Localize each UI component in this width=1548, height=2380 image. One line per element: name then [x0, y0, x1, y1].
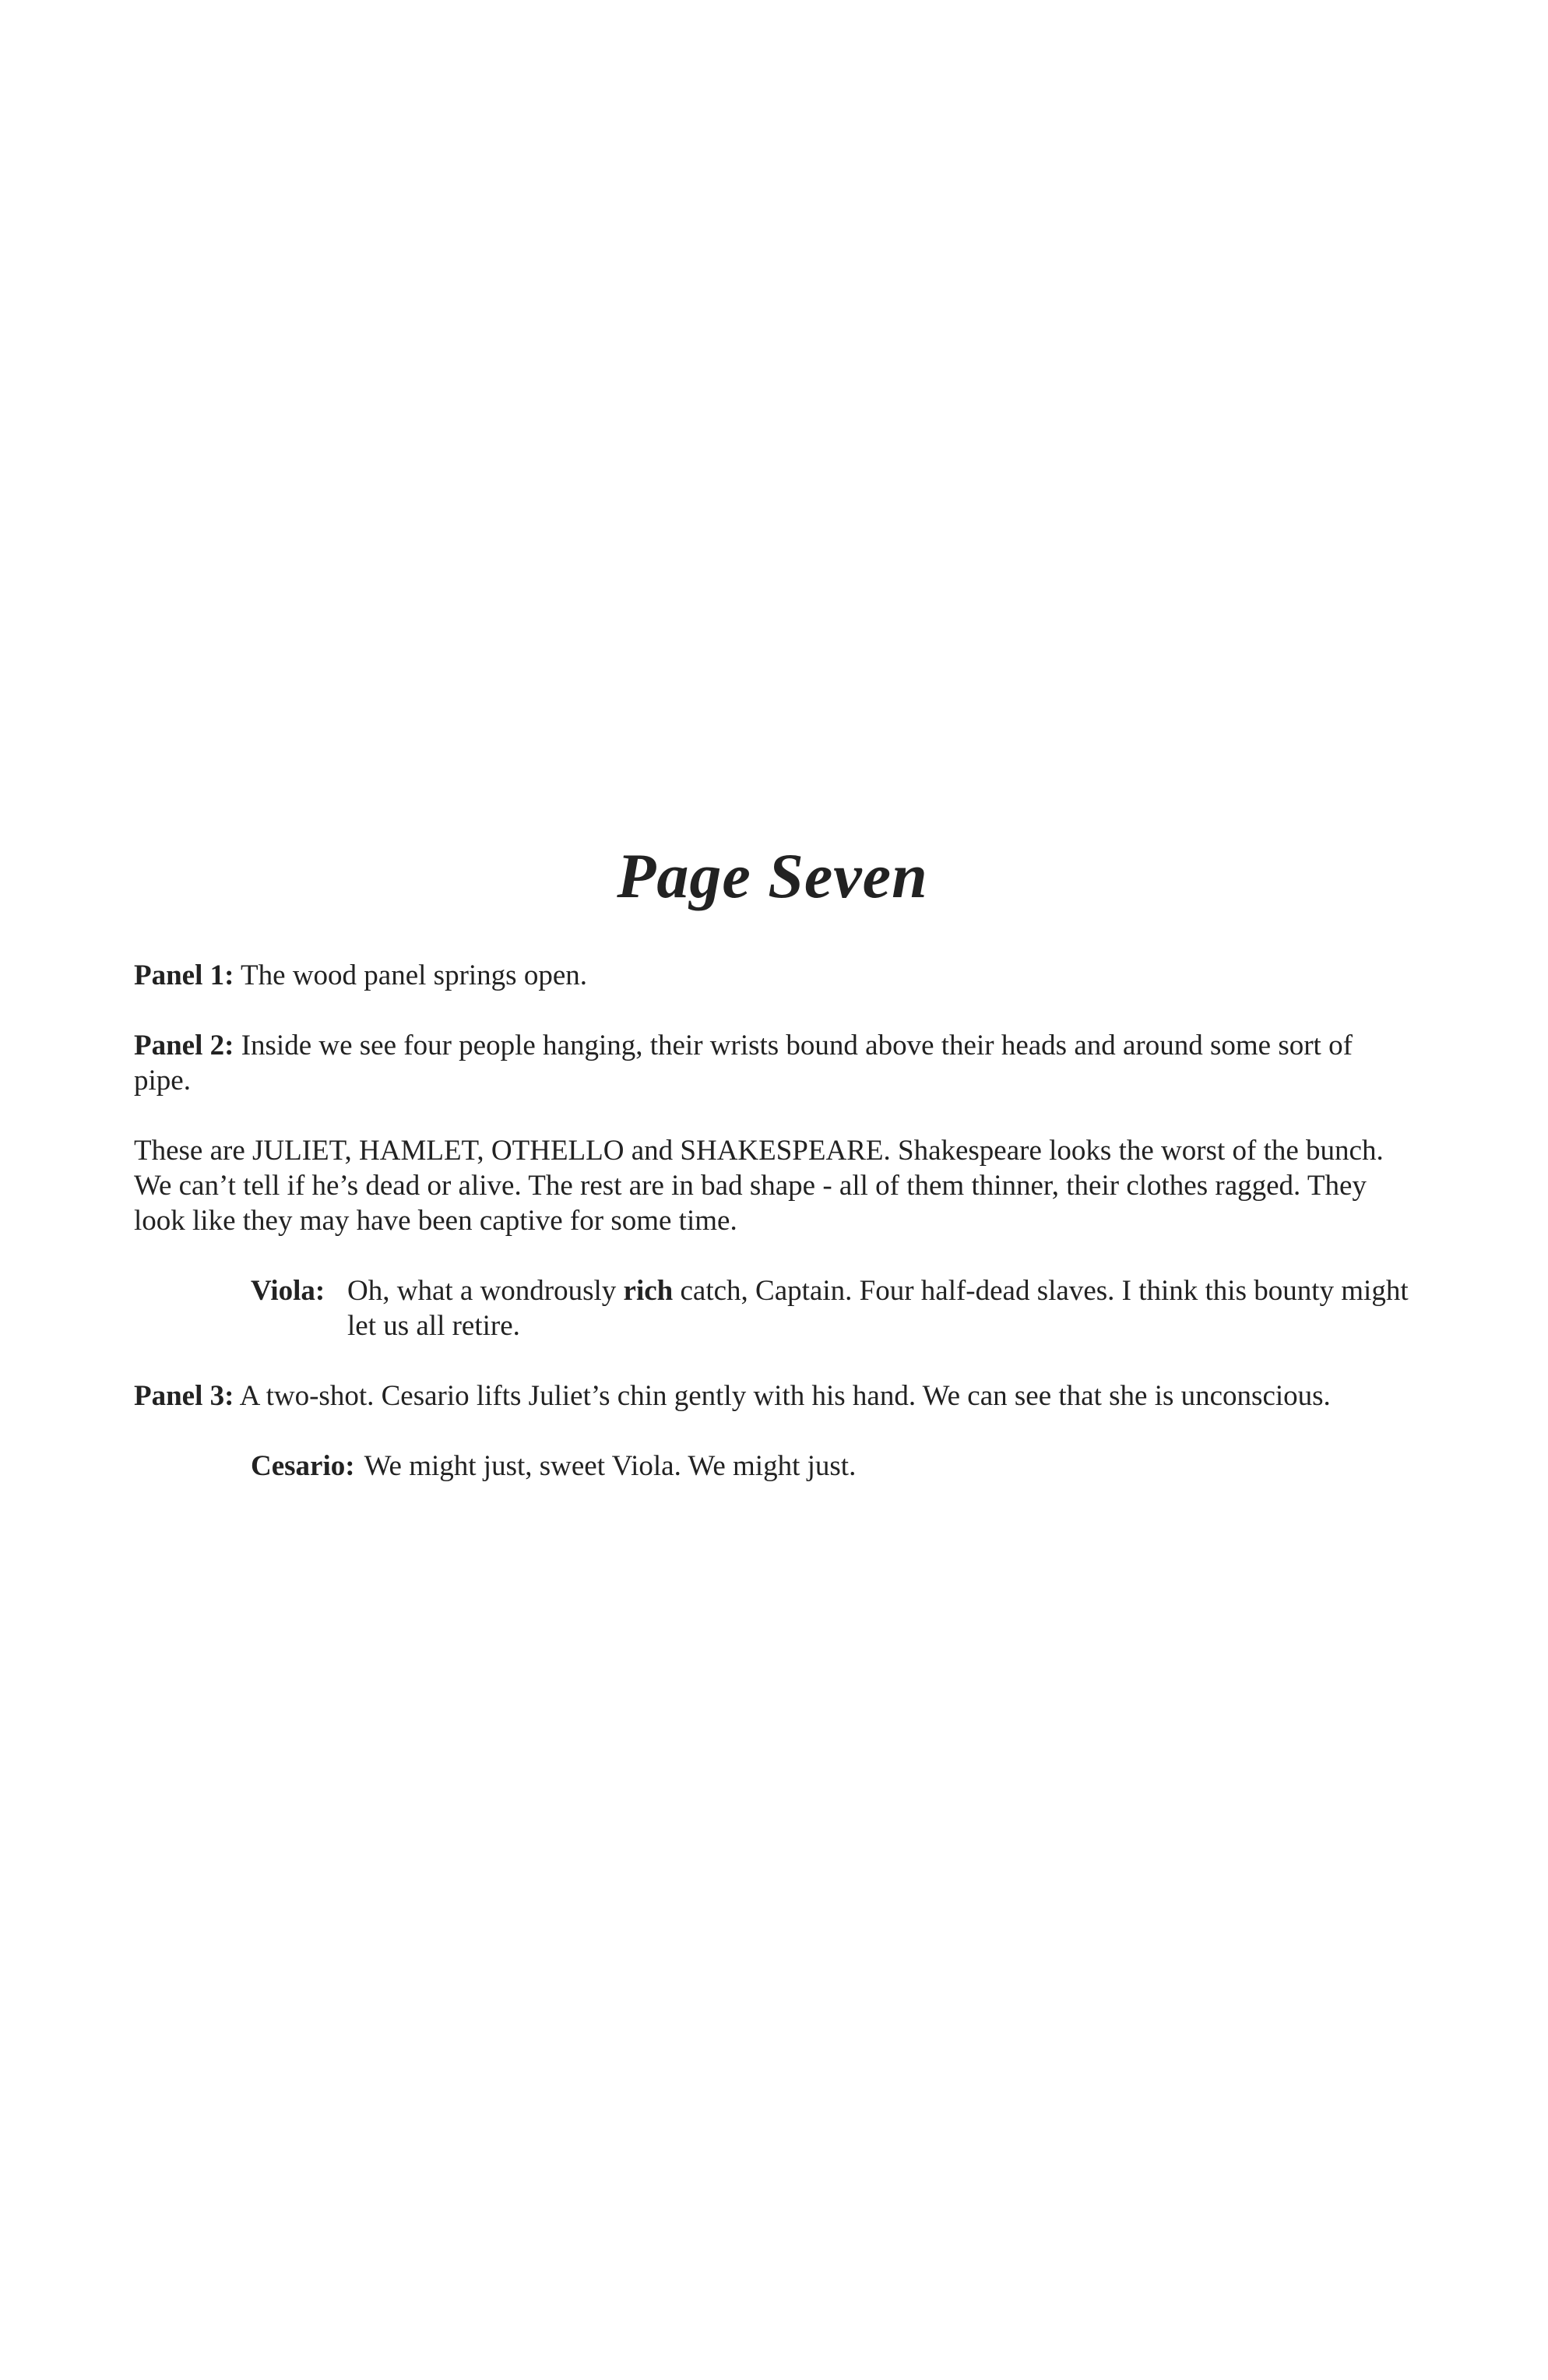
- panel-1-text: The wood panel springs open.: [241, 959, 587, 992]
- dialogue-viola: [251, 1273, 1411, 1343]
- dialogue-cesario: [251, 1449, 1411, 1484]
- panel-2-label: Panel 2:: [134, 1030, 234, 1062]
- dialogue-viola-text: [347, 1273, 1411, 1343]
- speaker-cesario: Cesario:: [251, 1450, 355, 1483]
- panel-1-label: Panel 1:: [134, 959, 234, 992]
- panel-3: [134, 1378, 1411, 1414]
- dialogue-viola-text-start: Oh, what a wondrously: [347, 1275, 617, 1308]
- dialogue-viola-text-end: catch, Captain. Four half-dead slaves. I think this bounty might let us all retire.: [347, 1275, 1409, 1343]
- panel-3-text: A two-shot. Cesario lifts Juliet’s chin gently with his hand. We can see that she is unconscious.: [239, 1380, 1331, 1413]
- dialogue-viola-emphasis: rich: [623, 1275, 674, 1308]
- panel-3-label: Panel 3:: [134, 1380, 234, 1413]
- page-title: Page Seven: [617, 840, 928, 911]
- panel-1: [134, 958, 1411, 993]
- scene-description: These are JULIET, HAMLET, OTHELLO and SHAKESPEARE. Shakespeare looks the worst of the bunch. We can’t tell if he’s dead or alive. The rest are in bad shape - all of them thinner, their clothes ragged. They look like they may have been captive for some time.: [134, 1135, 1384, 1238]
- speaker-viola: Viola:: [251, 1275, 325, 1308]
- panel-2-text: Inside we see four people hanging, their wrists bound above their heads and around some sort of pipe.: [134, 1030, 1353, 1097]
- dialogue-cesario-text: We might just, sweet Viola. We might just.: [364, 1450, 857, 1483]
- script-page: [134, 841, 1411, 1519]
- panel-2: [134, 1028, 1411, 1098]
